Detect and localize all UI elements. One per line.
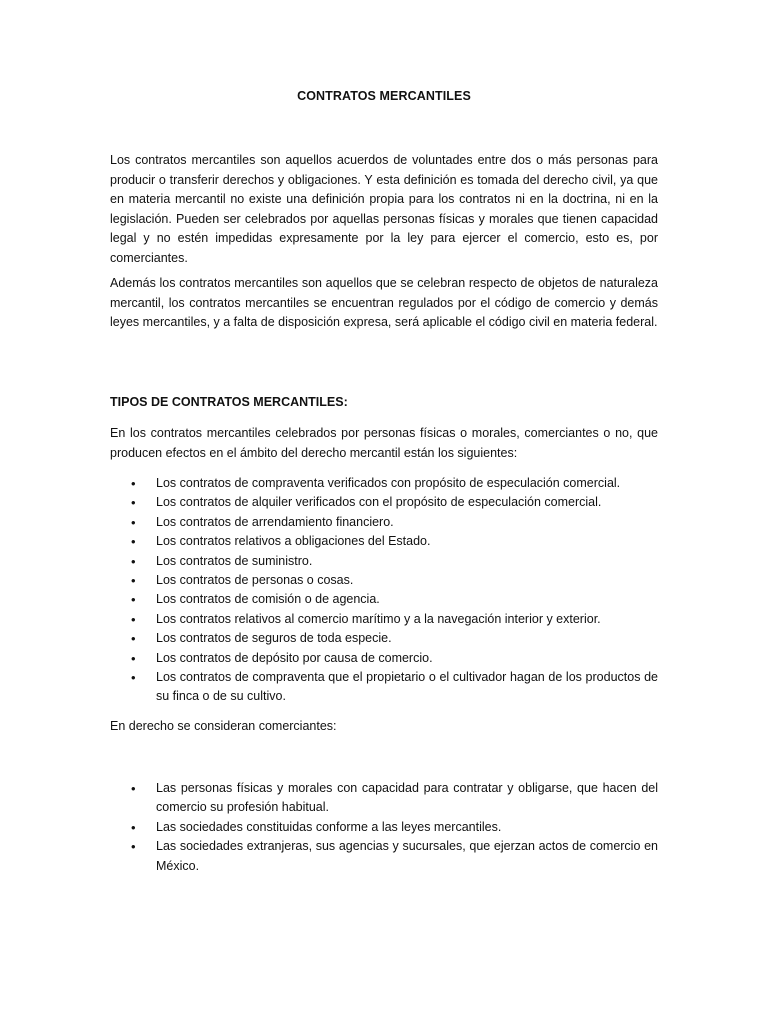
paragraph-definition: Los contratos mercantiles son aquellos acuerdos de voluntades entre dos o más personas para producir o transferir derechos y obligaciones. Y esta definición es tomada del derecho civil, ya que en materia mercantil no existe una definición propia para los contratos ni en la doctrina, ni en la legislación. Pueden ser celebrados por aquellas personas físicas y morales que tienen capacidad legal y no estén impedidas expresamente por la ley para ejercer el comercio, esto es, por comerciantes.: [110, 153, 658, 265]
paragraph-regulation: Además los contratos mercantiles son aquellos que se celebran respecto de objetos de naturaleza mercantil, los contratos mercantiles se encuentran regulados por el código de comercio y demás leyes mercantiles, y a falta de disposición expresa, será aplicable el código civil en materia federal.: [110, 276, 658, 330]
bullet-icon: •: [131, 495, 136, 511]
list-item: • Los contratos de comisión o de agencia.: [110, 590, 658, 609]
bullet-icon: •: [131, 534, 136, 550]
bullet-icon: •: [131, 514, 136, 530]
bullet-icon: •: [131, 592, 136, 608]
list-item: • Los contratos de personas o cosas.: [110, 571, 658, 590]
bullet-icon: •: [131, 631, 136, 647]
tipos-list: [110, 474, 658, 707]
list-item: • Los contratos de alquiler verificados con el propósito de especulación comercial.: [110, 493, 658, 512]
paragraph-intro-tipos: En los contratos mercantiles celebrados por personas físicas o morales, comerciantes o no, que producen efectos en el ámbito del derecho mercantil están los siguientes:: [110, 426, 658, 460]
list-item: • Los contratos de compraventa que el propietario o el cultivador hagan de los productos de su finca o de su cultivo.: [131, 670, 658, 704]
bullet-icon: •: [131, 781, 136, 796]
bullet-icon: •: [131, 670, 136, 686]
document-title: CONTRATOS MERCANTILES: [297, 89, 471, 103]
comerciantes-list: [110, 779, 658, 876]
bullet-icon: •: [131, 819, 136, 835]
bullet-icon: •: [131, 839, 136, 855]
bullet-icon: •: [131, 650, 136, 666]
paragraph-comerciantes: En derecho se consideran comerciantes:: [110, 719, 337, 733]
list-item: • Los contratos relativos al comercio marítimo y a la navegación interior y exterior.: [110, 610, 658, 629]
list-item: • Las personas físicas y morales con capacidad para contratar y obligarse, que hacen del comercio su profesión habitual.: [131, 781, 658, 815]
list-item: • Los contratos relativos a obligaciones del Estado.: [110, 532, 658, 551]
list-item: • Los contratos de seguros de toda especie.: [110, 629, 658, 648]
list-item: • Las sociedades constituidas conforme a las leyes mercantiles.: [110, 818, 658, 837]
bullet-icon: •: [131, 553, 136, 569]
list-item: • Los contratos de compraventa verificados con propósito de especulación comercial.: [110, 474, 658, 493]
heading-tipos: TIPOS DE CONTRATOS MERCANTILES:: [110, 395, 348, 409]
list-item: • Las sociedades extranjeras, sus agencias y sucursales, que ejerzan actos de comercio en México.: [131, 839, 658, 873]
bullet-icon: •: [131, 573, 136, 589]
list-item: • Los contratos de depósito por causa de comercio.: [110, 649, 658, 668]
bullet-icon: •: [131, 611, 136, 627]
bullet-icon: •: [131, 476, 136, 491]
list-item: • Los contratos de arrendamiento financiero.: [110, 513, 658, 532]
list-item: • Los contratos de suministro.: [110, 552, 658, 571]
